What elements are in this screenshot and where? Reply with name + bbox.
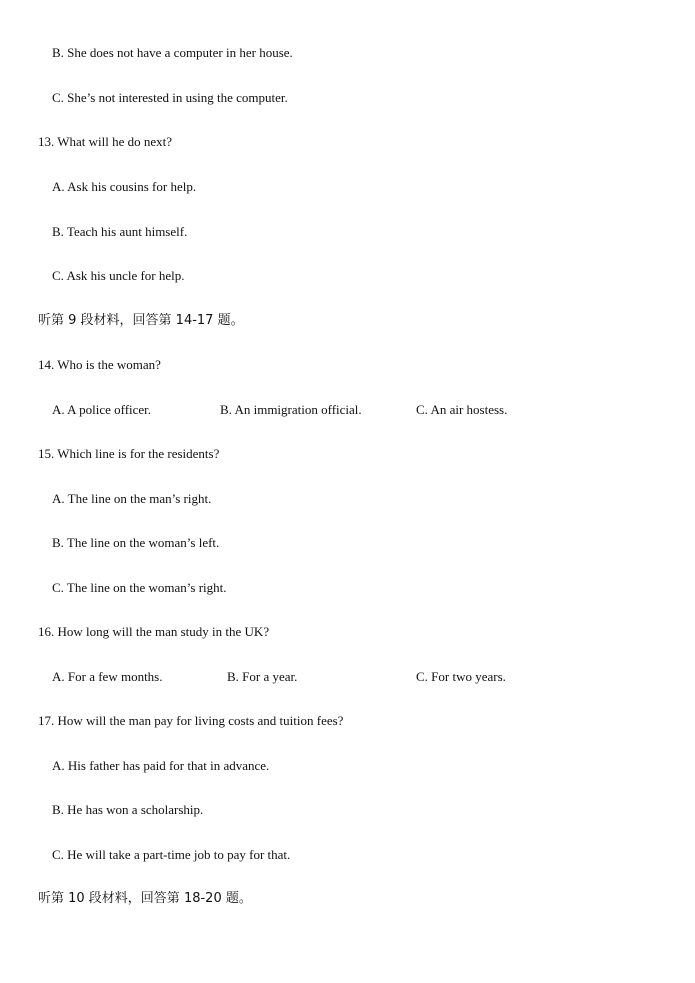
section-9-heading: 听第 9 段材料，回答第 14-17 题。 [38, 313, 244, 328]
q15-option-b: B. The line on the woman’s left. [52, 535, 220, 550]
q16-option-b: B. For a year. [227, 669, 298, 684]
q16-options [0, 669, 695, 685]
q13-question: 13. What will he do next? [38, 134, 173, 149]
q13-option-c: C. Ask his uncle for help. [52, 268, 185, 283]
q12-option-c: C. She’s not interested in using the computer. [52, 90, 288, 105]
q16-option-c: C. For two years. [416, 669, 506, 684]
section-10-heading: 听第 10 段材料，回答第 18-20 题。 [38, 891, 252, 906]
q17-option-c: C. He will take a part-time job to pay for that. [52, 847, 291, 862]
q16-option-a: A. For a few months. [52, 669, 163, 684]
q13-option-a: A. Ask his cousins for help. [52, 179, 197, 194]
q14-option-b: B. An immigration official. [220, 402, 362, 417]
q13-option-b: B. Teach his aunt himself. [52, 224, 188, 239]
q14-question: 14. Who is the woman? [38, 357, 161, 372]
q15-question: 15. Which line is for the residents? [38, 446, 220, 461]
q15-option-a: A. The line on the man’s right. [52, 491, 212, 506]
q12-option-b: B. She does not have a computer in her house. [52, 45, 293, 60]
q17-option-b: B. He has won a scholarship. [52, 802, 204, 817]
q15-option-c: C. The line on the woman’s right. [52, 580, 227, 595]
q17-question: 17. How will the man pay for living costs and tuition fees? [38, 713, 344, 728]
q14-option-a: A. A police officer. [52, 402, 152, 417]
q14-options [0, 402, 695, 418]
q14-option-c: C. An air hostess. [416, 402, 508, 417]
q17-option-a: A. His father has paid for that in advance. [52, 758, 270, 773]
q16-question: 16. How long will the man study in the UK? [38, 624, 270, 639]
